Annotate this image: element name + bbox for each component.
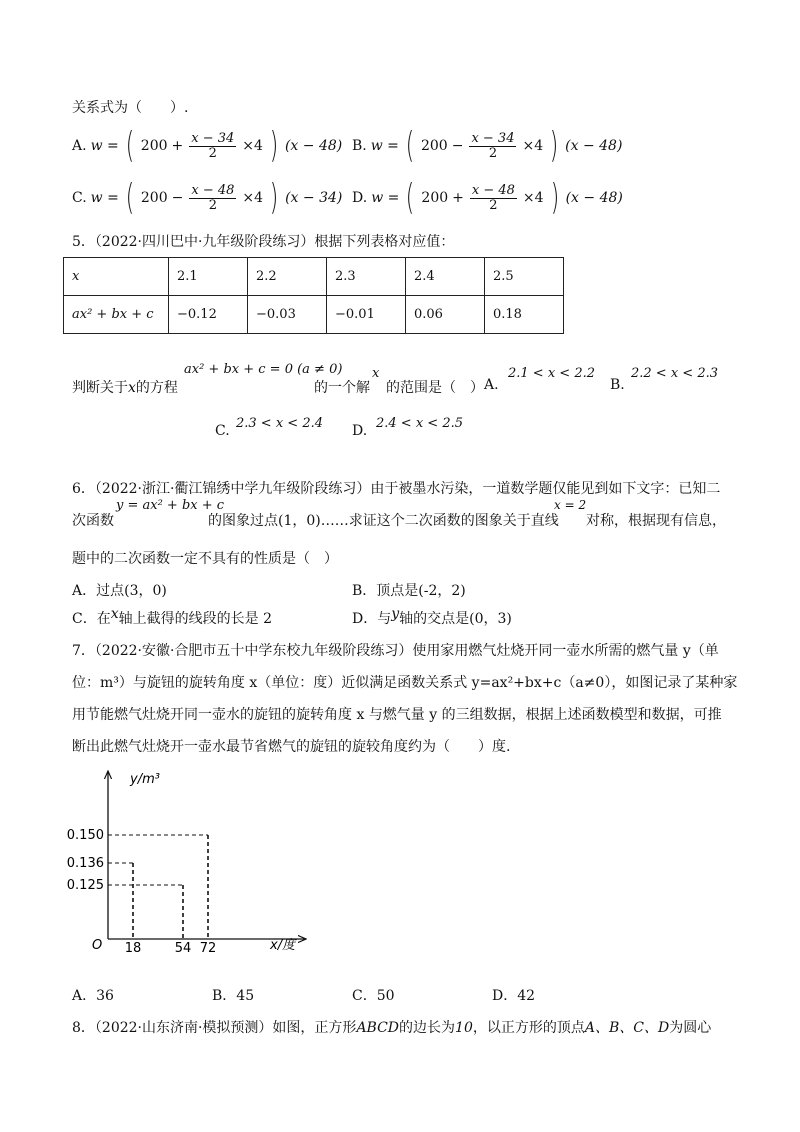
q4-option-a[interactable]: A. w = ( 200 + $\frac{x - 34}{2}$ ×4 ) (x − 48)	[72, 125, 343, 166]
y-tick-label: 0.150	[66, 828, 104, 843]
q4-option-b[interactable]: B. w = ( 200 − $\frac{x - 34}{2}$ ×4 ) (x − 48)	[352, 125, 623, 166]
q6-line-1: 6．（2022·浙江·衢江锦绣中学九年级阶段练习）由于被墨水污染，一道数学题仅能见到如下文字：已知二	[72, 481, 721, 497]
x-tick-label: 18	[124, 941, 142, 955]
q5-option-b-range: 2.2 < x < 2.3	[631, 366, 718, 381]
formula-fraction: $\frac{x - 34}{2}$	[471, 130, 515, 161]
table-cell: 2.5	[485, 258, 564, 296]
q7-option-b[interactable]: B．45	[212, 988, 255, 1004]
formula-base: 200	[421, 190, 449, 206]
table-row	[64, 258, 564, 296]
formula-tail: ×4	[522, 138, 544, 154]
q6-option-a[interactable]: A．过点(3，0)	[72, 583, 167, 599]
formula-factor: (x − 48)	[284, 138, 343, 154]
formula-base: 200	[420, 138, 448, 154]
q4-option-c[interactable]: C. w = ( 200 − $\frac{x - 48}{2}$ ×4 ) (x − 34)	[72, 177, 343, 218]
q6-option-d[interactable]: D．与y轴的交点是(0，3)	[352, 606, 512, 627]
table-cell: 2.3	[327, 258, 406, 296]
table-cell: 2.1	[169, 258, 248, 296]
table-cell: 2.4	[406, 258, 485, 296]
table-cell: 2.2	[248, 258, 327, 296]
q5-judge-line-2: 的一个解	[314, 380, 370, 396]
formula-fraction: $\frac{x - 48}{2}$	[191, 182, 235, 213]
formula-fraction: $\frac{x - 48}{2}$	[471, 182, 515, 213]
formula-lhs: w =	[90, 190, 119, 206]
q5-option-a-range: 2.1 < x < 2.2	[508, 366, 595, 381]
formula-factor: (x − 48)	[565, 190, 623, 206]
q7-option-a[interactable]: A．36	[72, 988, 114, 1004]
q7-line-3: 用节能燃气灶烧开同一壶水的旋钮的旋转角度 x 与燃气量 y 的三组数据，根据上述函数模型和数据，可推	[72, 707, 722, 723]
q6-line-2c: 对称，根据现有信息，	[586, 513, 726, 529]
x-axis-label: x/度	[270, 938, 296, 953]
formula-base: 200	[140, 190, 168, 206]
formula-sign: −	[451, 138, 464, 154]
formula-tail: ×4	[242, 190, 264, 206]
formula-lhs: w =	[371, 190, 400, 206]
option-letter: B.	[352, 138, 367, 154]
q7-line-4: 断出此燃气灶烧开一壶水最节省燃气的旋钮的旋较角度约为（ ）度.	[72, 739, 511, 755]
gas-usage-chart	[60, 765, 330, 955]
q5-judge-line: 判断关于x的方程	[72, 380, 178, 396]
q5-option-b[interactable]: B.	[610, 377, 625, 393]
formula-factor: (x − 48)	[565, 138, 623, 154]
table-cell: 0.06	[406, 296, 485, 334]
q6-line-3: 题中的二次函数一定不具有的性质是（ ）	[72, 551, 338, 567]
y-tick-label: 0.125	[66, 878, 104, 893]
y-tick-label: 0.136	[66, 856, 104, 871]
x-tick-label: 72	[199, 941, 217, 955]
q5-stem: 5．（2022·四川巴中·九年级阶段练习）根据下列表格对应值：	[72, 234, 455, 250]
q6-function: y = ax² + bx + c	[116, 498, 225, 513]
q6-line-2b: 的图象过点(1，0)……求证这个二次函数的图象关于直线	[208, 513, 559, 529]
formula-factor: (x − 34)	[285, 190, 343, 206]
q5-option-d[interactable]: D.	[352, 423, 368, 439]
q5-x: x	[372, 366, 380, 381]
intro-line: 关系式为（ ）.	[72, 100, 189, 116]
formula-sign: +	[452, 190, 464, 206]
option-letter: D.	[352, 190, 368, 206]
option-letter: C.	[72, 190, 87, 206]
formula-sign: +	[171, 138, 184, 154]
formula-tail: ×4	[242, 138, 263, 154]
q5-option-a[interactable]: A.	[484, 377, 499, 393]
q6-line-2a: 次函数	[72, 513, 114, 529]
q4-option-d[interactable]: D. w = ( 200 + $\frac{x - 48}{2}$ ×4 ) (x − 48)	[352, 177, 623, 218]
y-axis-label: y/m³	[130, 772, 160, 787]
formula-sign: −	[171, 190, 184, 206]
formula-fraction: $\frac{x - 34}{2}$	[191, 130, 235, 161]
q5-option-c-range: 2.3 < x < 2.4	[236, 416, 323, 431]
formula-lhs: w =	[370, 138, 399, 154]
x-tick-label: 54	[174, 941, 192, 955]
q5-option-c[interactable]: C.	[215, 423, 230, 439]
formula-lhs: w =	[90, 138, 119, 154]
q5-equation: ax² + bx + c = 0 (a ≠ 0)	[184, 362, 343, 377]
q6-axis: x = 2	[554, 498, 587, 512]
table-cell: −0.03	[248, 296, 327, 334]
formula-base: 200	[140, 138, 168, 154]
q5-judge-line-3: 的范围是（ ）	[386, 380, 484, 396]
option-letter: A.	[72, 138, 87, 154]
table-row	[64, 296, 564, 334]
q8-line-1: 8．（2022·山东济南·模拟预测）如图，正方形ABCD的边长为10，以正方形的顶点A、B、C、D为圆心	[72, 1020, 712, 1036]
q7-line-2: 位：m³）与旋钮的旋转角度 x（单位：度）近似满足函数关系式 y=ax²+bx+c（a≠0），如图记录了某种家	[72, 675, 738, 691]
q5-option-d-range: 2.4 < x < 2.5	[376, 416, 463, 431]
q7-line-1: 7．（2022·安徽·合肥市五十中学东校九年级阶段练习）使用家用燃气灶烧开同一壶水所需的燃气量 y（单	[72, 643, 719, 659]
q6-option-b[interactable]: B．顶点是(-2，2)	[352, 583, 466, 599]
table-cell: −0.01	[327, 296, 406, 334]
table-cell: x	[64, 258, 169, 296]
formula-tail: ×4	[522, 190, 544, 206]
table-cell: ax² + bx + c	[64, 296, 169, 334]
q6-option-c[interactable]: C．在x轴上截得的线段的长是 2	[72, 606, 272, 627]
table-cell: −0.12	[169, 296, 248, 334]
origin-label: O	[92, 938, 103, 953]
value-table	[63, 257, 564, 334]
table-cell: 0.18	[485, 296, 564, 334]
q7-option-c[interactable]: C．50	[352, 988, 395, 1004]
q7-option-d[interactable]: D．42	[492, 988, 536, 1004]
